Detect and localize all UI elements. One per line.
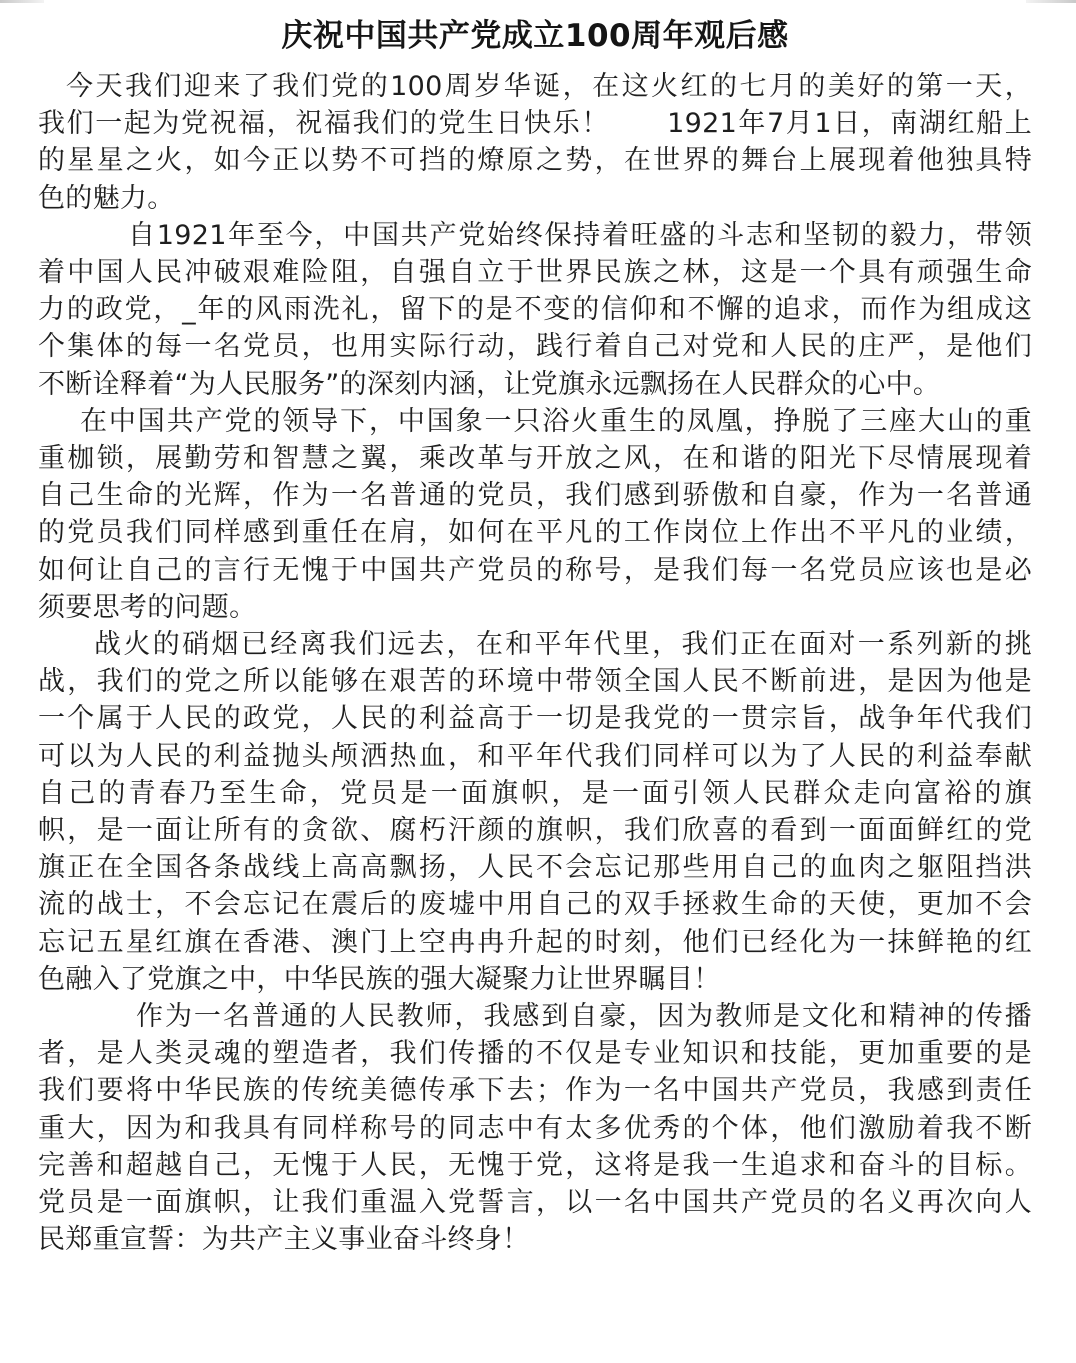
text-line: 作为一名普通的人民教师，我感到自豪，因为教师是文化和精神的传播 <box>136 1001 1032 1033</box>
text-line: 战火的硝烟已经离我们远去，在和平年代里，我们正在面对一系列新的挑 <box>94 629 1032 661</box>
text-line: 如何让自己的言行无愧于中国共产党员的称号，是我们每一名党员应该也是必 <box>38 554 1032 586</box>
text-line: 着中国人民冲破艰难险阻，自强自立于世界民族之林，这是一个具有顽强生命 <box>38 257 1032 289</box>
text-line: 完善和超越自己，无愧于人民，无愧于党，这将是我一生追求和奋斗的目标。 <box>38 1149 1032 1181</box>
text-line: 自己的青春乃至生命，党员是一面旗帜，是一面引领人民群众走向富裕的旗 <box>38 777 1032 809</box>
text-line: 的星星之火，如今正以势不可挡的燎原之势，在世界的舞台上展现着他独具特 <box>38 145 1032 177</box>
text-line: 重枷锁，展勤劳和智慧之翼，乘改革与开放之风，在和谐的阳光下尽情展现着 <box>38 443 1032 475</box>
text-line: 个集体的每一名党员，也用实际行动，践行着自己对党和人民的庄严，是他们 <box>38 331 1032 363</box>
text-line: 自1921年至今，中国共产党始终保持着旺盛的斗志和坚韧的毅力，带领 <box>128 219 1032 251</box>
text-line: 力的政党，_年的风雨洗礼，留下的是不变的信仰和不懈的追求，而作为组成这 <box>38 294 1032 326</box>
text-line: 今天我们迎来了我们党的100周岁华诞，在这火红的七月的美好的第一天， <box>66 71 1032 102</box>
text-line: 者，是人类灵魂的塑造者，我们传播的不仅是专业知识和技能，更加重要的是 <box>38 1038 1032 1070</box>
text-line: 可以为人民的利益抛头颅洒热血，和平年代我们同样可以为了人民的利益奉献 <box>38 740 1032 772</box>
paragraph <box>38 217 1032 403</box>
text-line: 自己生命的光辉，作为一名普通的党员，我们感到骄傲和自豪，作为一名普通 <box>38 480 1032 512</box>
text-line: 的党员我们同样感到重任在肩，如何在平凡的工作岗位上作出不平凡的业绩， <box>38 517 1032 549</box>
document-title: 庆祝中国共产党成立100周年观后感 <box>281 18 789 54</box>
text-line: 在中国共产党的领导下，中国象一只浴火重生的凤凰，挣脱了三座大山的重 <box>80 405 1032 437</box>
text-line: 忘记五星红旗在香港、澳门上空冉冉升起的时刻，他们已经化为一抹鲜艳的红 <box>38 926 1032 958</box>
document-body <box>38 68 1032 1259</box>
text-line: 战，我们的党之所以能够在艰苦的环境中带领全国人民不断前进，是因为他是 <box>38 666 1032 698</box>
text-line: 色的魅力。 <box>38 182 175 214</box>
document-page <box>38 14 1032 1259</box>
text-line: 旗正在全国各条战线上高高飘扬，人民不会忘记那些用自己的血肉之躯阻挡洪 <box>38 852 1032 884</box>
text-line: 我们一起为党祝福，祝福我们的党生日快乐！ 1921年7月1日，南湖红船上 <box>38 108 1032 140</box>
text-line: 流的战士，不会忘记在震后的废墟中用自己的双手拯救生命的天使，更加不会 <box>38 889 1032 921</box>
text-line: 须要思考的问题。 <box>38 591 257 623</box>
paragraph <box>38 68 1032 217</box>
top-edge-artifact-right <box>1026 0 1076 3</box>
text-line: 民郑重宣誓：为共产主义事业奋斗终身！ <box>38 1224 530 1256</box>
text-line: 一个属于人民的政党，人民的利益高于一切是我党的一贯宗旨，战争年代我们 <box>38 703 1032 735</box>
text-line: 我们要将中华民族的传统美德传承下去；作为一名中国共产党员，我感到责任 <box>38 1075 1032 1107</box>
text-line: 重大，因为和我具有同样称号的同志中有太多优秀的个体，他们激励着我不断 <box>38 1112 1032 1144</box>
text-line: 党员是一面旗帜，让我们重温入党誓言，以一名中国共产党员的名义再次向人 <box>38 1187 1032 1219</box>
text-line: 帜，是一面让所有的贪欲、腐朽汗颜的旗帜，我们欣喜的看到一面面鲜红的党 <box>38 815 1032 847</box>
text-line: 色融入了党旗之中，中华民族的强大凝聚力让世界瞩目！ <box>38 963 721 995</box>
paragraph <box>38 403 1032 626</box>
paragraph <box>38 998 1032 1258</box>
text-line: 不断诠释着“为人民服务”的深刻内涵，让党旗永远飘扬在人民群众的心中。 <box>38 368 941 400</box>
paragraph <box>38 626 1032 998</box>
top-edge-artifact-left <box>0 0 44 3</box>
